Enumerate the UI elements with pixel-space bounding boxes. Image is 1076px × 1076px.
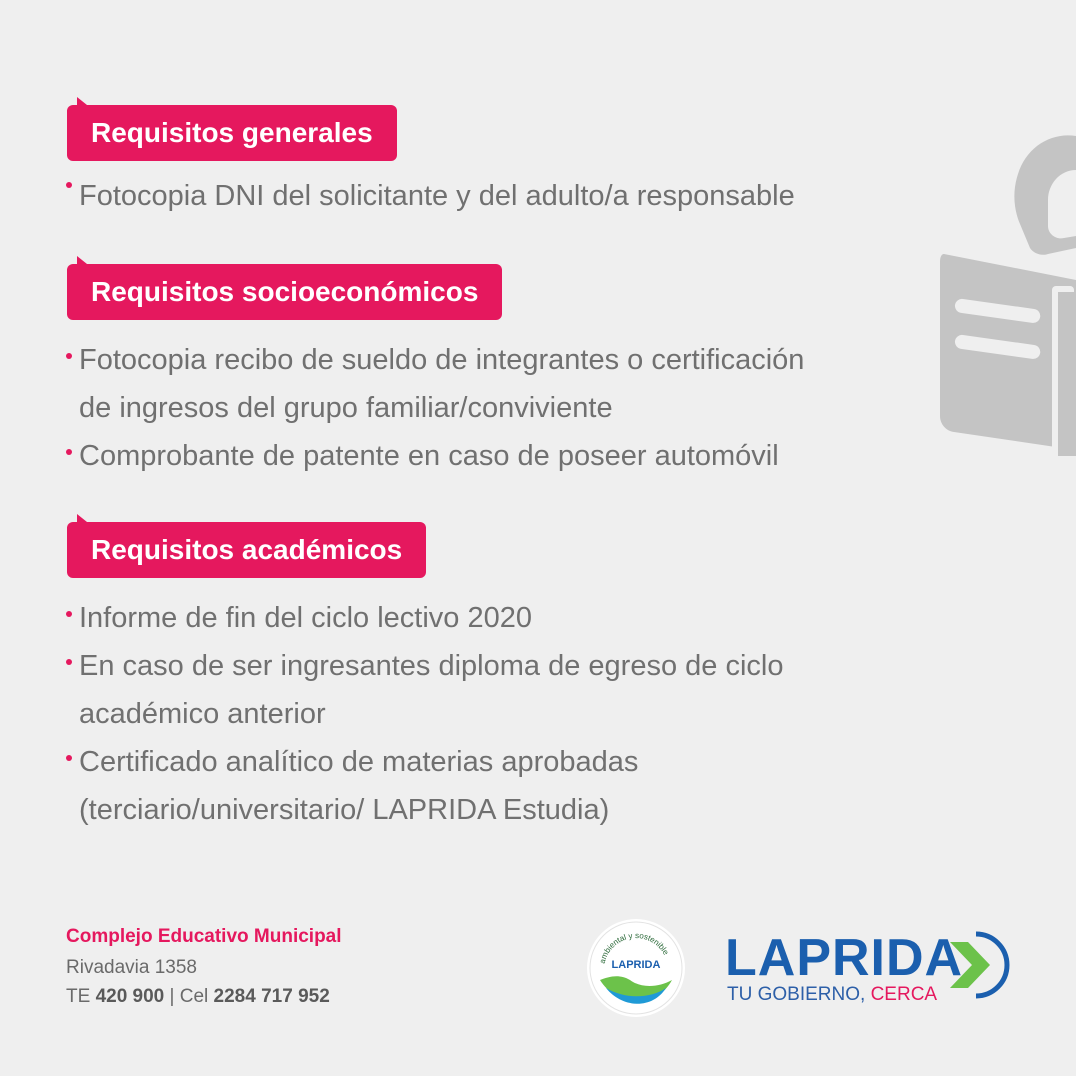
section-title-generales: Requisitos generales xyxy=(67,105,397,161)
leaf-seal-icon xyxy=(586,918,686,1018)
section-title-academicos: Requisitos académicos xyxy=(67,522,426,578)
requirements-list-generales xyxy=(66,172,795,220)
cell-number: 2284 717 952 xyxy=(213,986,330,1007)
seal-name: LAPRIDA xyxy=(611,959,661,971)
list-item xyxy=(66,738,783,834)
list-item xyxy=(66,172,795,220)
list-item xyxy=(66,432,804,480)
requirements-list-academicos xyxy=(66,594,783,834)
list-item-text: Comprobante de patente en caso de poseer automóvil xyxy=(79,440,779,472)
list-item xyxy=(66,642,783,738)
list-item-text: Fotocopia recibo de sueldo de integrantes o certificación xyxy=(79,344,805,376)
list-item-text: Informe de fin del ciclo lectivo 2020 xyxy=(79,602,532,634)
phone-label: TE xyxy=(66,986,91,1007)
brand-subtitle-accent: CERCA xyxy=(870,984,938,1005)
section-title-socioeconomicos: Requisitos socioeconómicos xyxy=(67,264,502,320)
bullet-icon xyxy=(66,353,72,359)
footer-organization: Complejo Educativo Municipal xyxy=(66,926,342,947)
separator: | xyxy=(169,986,175,1007)
brand-title: LAPRIDA xyxy=(725,929,964,987)
footer-phones xyxy=(66,986,330,1008)
person-reading-illustration xyxy=(930,130,1076,470)
list-item-text: (terciario/universitario/ LAPRIDA Estudia) xyxy=(79,794,610,826)
seal-ring-text: ambiental y sostenible xyxy=(597,930,671,965)
bullet-icon xyxy=(66,755,72,761)
bullet-icon xyxy=(66,611,72,617)
list-item-text: Fotocopia DNI del solicitante y del adulto/a responsable xyxy=(79,180,795,212)
list-item-text: de ingresos del grupo familiar/conviviente xyxy=(79,392,613,424)
list-item xyxy=(66,336,804,432)
cell-label: Cel xyxy=(179,986,209,1007)
list-item-text: Certificado analítico de materias aprobadas xyxy=(79,746,639,778)
phone-number: 420 900 xyxy=(95,986,165,1007)
list-item-text: académico anterior xyxy=(79,698,326,730)
brand-subtitle-main: TU GOBIERNO, xyxy=(727,984,866,1005)
bullet-icon xyxy=(66,182,72,188)
brand-subtitle xyxy=(727,984,937,1006)
chevron-arrow-icon xyxy=(946,930,1016,1000)
footer-address: Rivadavia 1358 xyxy=(66,957,197,978)
bullet-icon xyxy=(66,449,72,455)
list-item-text: En caso de ser ingresantes diploma de egreso de ciclo xyxy=(79,650,784,682)
list-item xyxy=(66,594,783,642)
requirements-list-socioeconomicos xyxy=(66,336,804,480)
bullet-icon xyxy=(66,659,72,665)
